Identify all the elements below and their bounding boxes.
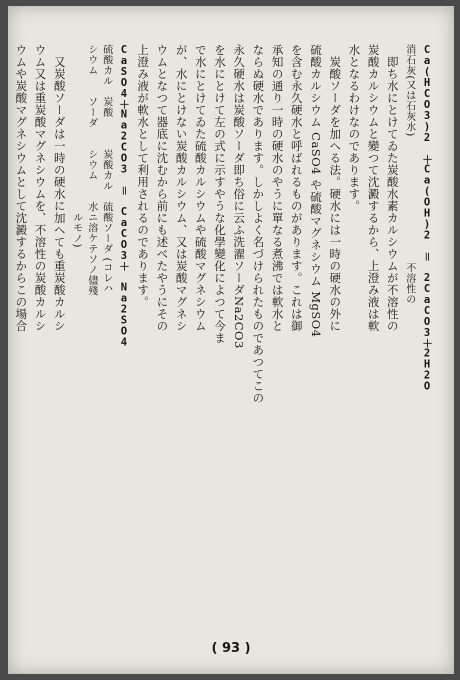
text-column: 承知の通り一時の硬水のやうに單なる煮沸では軟水と	[270, 44, 285, 332]
book-page	[8, 6, 454, 674]
text-column: 水となるわけなのであります。	[347, 44, 362, 212]
text-column: ウム又は重炭酸マグネシウムを、不溶性の炭酸カルシ	[33, 44, 48, 332]
text-column: を水にとけて左の式に示すやうな化學變化によつて今ま	[212, 44, 227, 344]
chemical-formula-line: Ca(HCO3)2 ＋Ca(OH)2 ＝ 2CaCO3＋2H2O	[421, 44, 433, 392]
formula-annotation-line: シウム ソーダ シウム 水ニ溶ケテソノ儘殘	[85, 44, 97, 296]
formula-annotation-line: ルモノ)	[70, 44, 82, 248]
chemical-formula-line: CaSO4＋Na2CO3 ＝ CaCO3＋ Na2SO4	[117, 44, 130, 348]
text-column: 炭酸ソーダを加へる法。硬水には一時の硬水の外に	[328, 56, 343, 332]
formula-annotation-line: 硫酸カル 炭酸 炭酸カル 硫酸ソーダ (コレハ	[100, 44, 112, 294]
page-number: ( 93 )	[211, 641, 251, 656]
text-column: 上澄み液が軟水として利用されるのであります。	[136, 44, 151, 308]
text-column: ウムとなつて器底に沈むから前にも述べたやうにその	[155, 44, 170, 332]
text-column: ウムや炭酸マグネシウムとして沈澱するからこの場合	[14, 44, 29, 332]
formula-annotation-line: 消石灰(又は石灰水) 不溶性の	[403, 44, 415, 305]
text-column: 即ち水にとけてゐた炭酸水素カルシウムが不溶性の	[385, 56, 400, 332]
text-column: が、水にとけない炭酸カルシウム、又は炭酸マグネシ	[174, 44, 189, 332]
text-column: 硫酸カルシウム CaSO4 や硫酸マグネシウム MgSO4	[308, 44, 323, 338]
text-column: 炭酸カルシウムと變つて沈澱するから、上澄み液は軟	[366, 44, 381, 332]
text-column: で水にとけてゐた硫酸カルシウムや硫酸マグネシウム	[193, 44, 208, 332]
text-column: を含む永久硬水と呼ばれるものがあります。これは御	[289, 44, 304, 332]
text-column	[0, 44, 1, 616]
vertical-text-body	[14, 44, 436, 616]
text-column: 又炭酸ソーダは一時の硬水に加へても重炭酸カルシ	[52, 56, 67, 332]
text-column: ならぬ硬水であります。しかしよく名づけられたものであつてこの	[251, 44, 266, 404]
text-column: 永久硬水は炭酸ソーダ即ち俗に云ふ洗濯ソーダNa2CO3	[232, 44, 247, 349]
